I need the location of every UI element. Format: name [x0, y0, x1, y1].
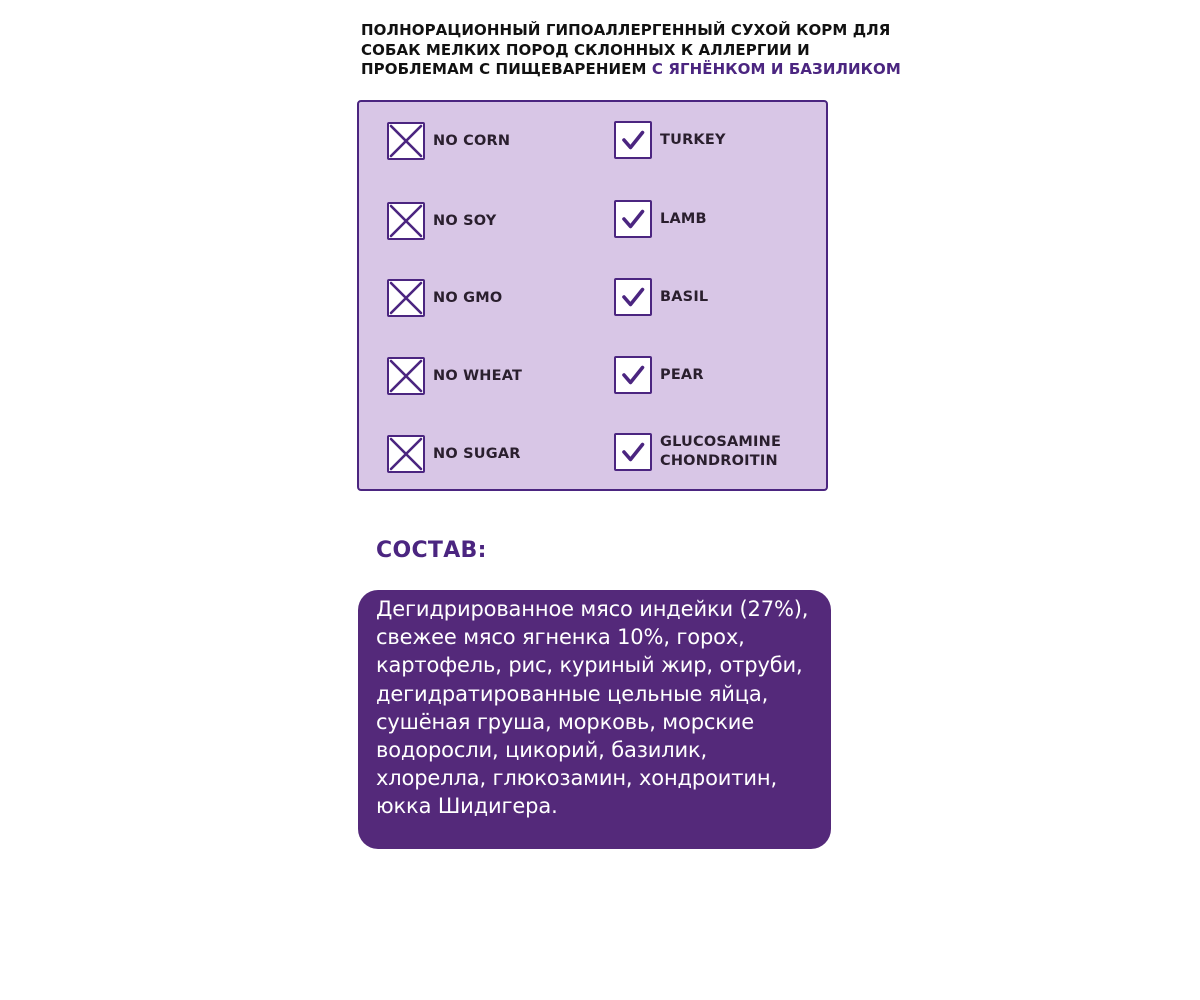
- feature-pear: [614, 356, 704, 394]
- composition-text: Дегидрированное мясо индейки (27%), свежее мясо ягненка 10%, горох, картофель, рис, куриный жир, отруби, дегидратированные цельные яйца, сушёная груша, морковь, морские водоросли, цикорий, базилик, хлорелла, глюкозамин, хондроитин, юкка Шидигера.: [376, 597, 809, 819]
- cross-box-icon: [387, 435, 425, 473]
- feature-glucosamine-chondroitin: [614, 433, 800, 471]
- feature-label: PEAR: [660, 366, 704, 383]
- features-panel: [357, 100, 828, 491]
- feature-no-wheat: [387, 357, 522, 395]
- cross-box-icon: [387, 279, 425, 317]
- feature-label: GLUCOSAMINE CHONDROITIN: [660, 434, 782, 469]
- cross-box-icon: [387, 357, 425, 395]
- feature-lamb: [614, 200, 707, 238]
- feature-no-sugar: [387, 435, 521, 473]
- feature-no-soy: [387, 202, 496, 240]
- feature-label: LAMB: [660, 210, 707, 227]
- check-box-icon: [614, 278, 652, 316]
- cross-box-icon: [387, 122, 425, 160]
- check-box-icon: [614, 433, 652, 471]
- feature-label: NO SOY: [433, 212, 497, 229]
- headline-text: ПОЛНОРАЦИОННЫЙ ГИПОАЛЛЕРГЕННЫЙ СУХОЙ КОРМ ДЛЯ СОБАК МЕЛКИХ ПОРОД СКЛОННЫХ К АЛЛЕРГИИ И ПРОБЛЕМАМ С ПИЩЕВАРЕНИЕМ: [361, 21, 891, 78]
- check-box-icon: [614, 200, 652, 238]
- feature-label: NO SUGAR: [433, 445, 521, 462]
- feature-label: TURKEY: [660, 131, 726, 148]
- feature-no-gmo: [387, 279, 502, 317]
- headline-accent-text: С ЯГНЁНКОМ И БАЗИЛИКОМ: [651, 60, 901, 78]
- feature-turkey: [614, 121, 726, 159]
- composition-title: СОСТАВ:: [376, 538, 487, 563]
- product-headline: [361, 21, 921, 80]
- composition-text-box: [358, 590, 831, 849]
- feature-label: NO CORN: [433, 132, 511, 149]
- feature-no-corn: [387, 122, 510, 160]
- feature-label: BASIL: [660, 288, 709, 305]
- feature-label: NO WHEAT: [433, 367, 523, 384]
- feature-label: NO GMO: [433, 289, 503, 306]
- check-box-icon: [614, 121, 652, 159]
- check-box-icon: [614, 356, 652, 394]
- cross-box-icon: [387, 202, 425, 240]
- feature-basil: [614, 278, 708, 316]
